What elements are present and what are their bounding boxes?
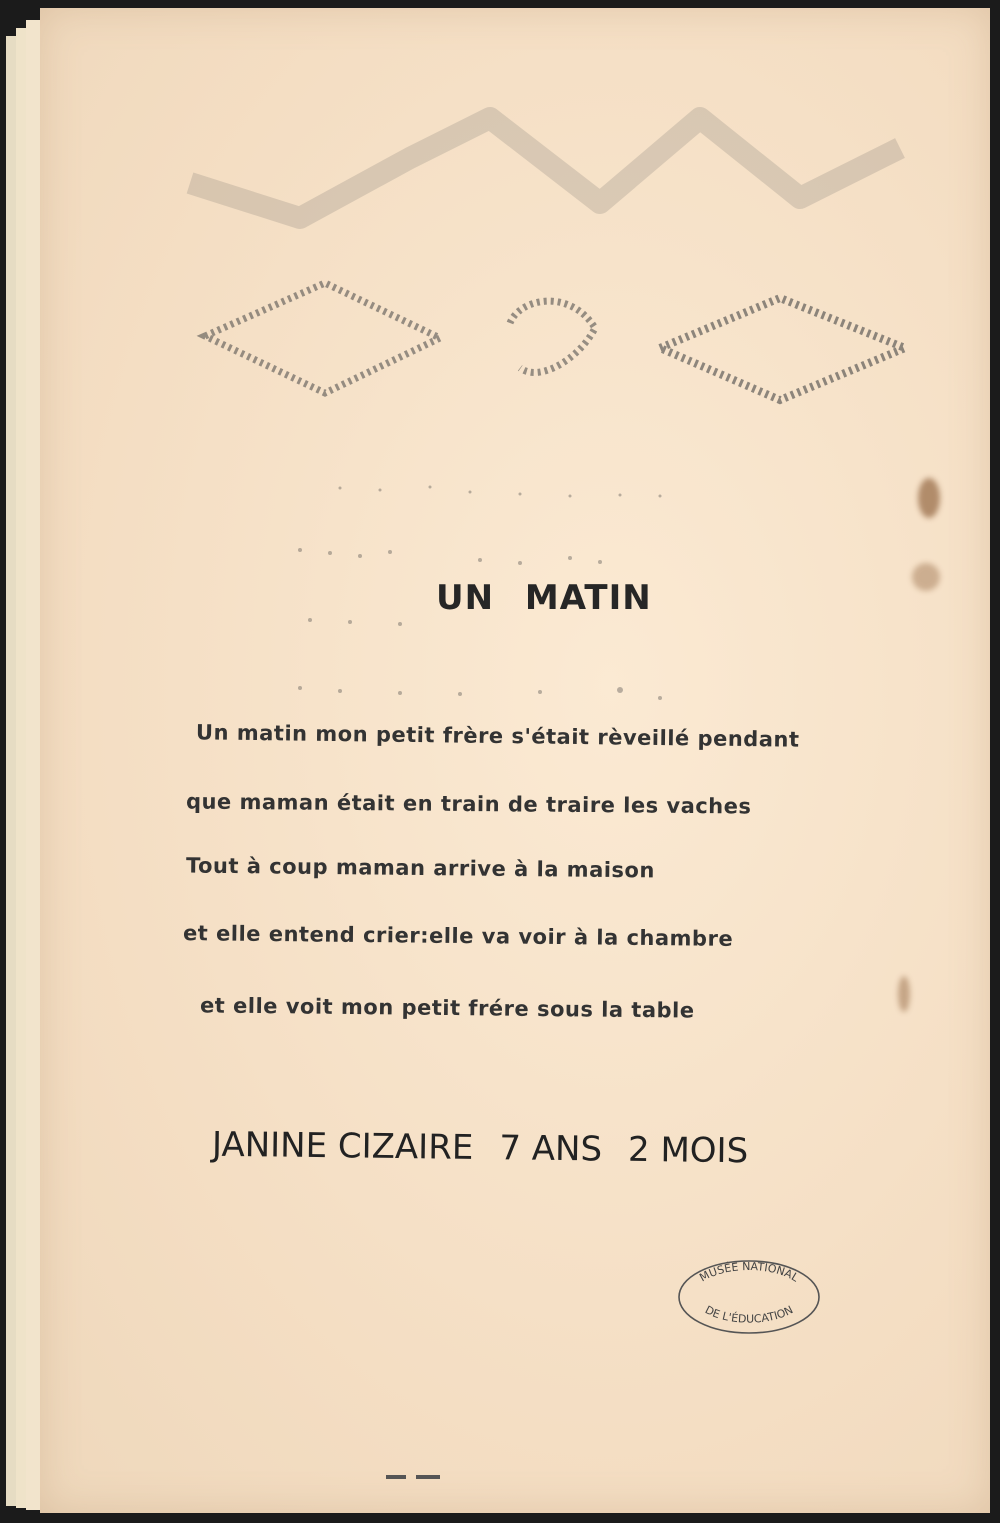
paper-sheet: [40, 8, 990, 1513]
author-age-months: 2 MOIS: [627, 1129, 749, 1172]
text-line-5: et elle voit mon petit frére sous la table: [199, 993, 695, 1023]
print-marks: [386, 1468, 450, 1478]
text-line-1: Un matin mon petit frère s'était rèveillé pendant: [195, 720, 800, 752]
stamp-top-text: MUSÉE NATIONAL: [697, 1259, 801, 1285]
author-signature: [212, 1125, 749, 1172]
ink-stain: [912, 563, 940, 591]
decorative-ornaments: [40, 8, 990, 1513]
author-name: JANINE CIZAIRE: [211, 1124, 474, 1168]
museum-stamp: [676, 1258, 822, 1336]
ink-stain: [918, 478, 940, 518]
text-line-4: et elle entend crier:elle va voir à la chambre: [182, 921, 734, 951]
text-line-3: Tout à coup maman arrive à la maison: [185, 853, 656, 883]
document-title: UN MATIN: [436, 578, 652, 618]
author-age-years: 7 ANS: [499, 1128, 603, 1170]
stamp-bottom-text: DE L'ÉDUCATION: [702, 1303, 796, 1326]
ink-stain: [898, 976, 910, 1012]
text-line-2: que maman était en train de traire les vaches: [185, 789, 752, 819]
